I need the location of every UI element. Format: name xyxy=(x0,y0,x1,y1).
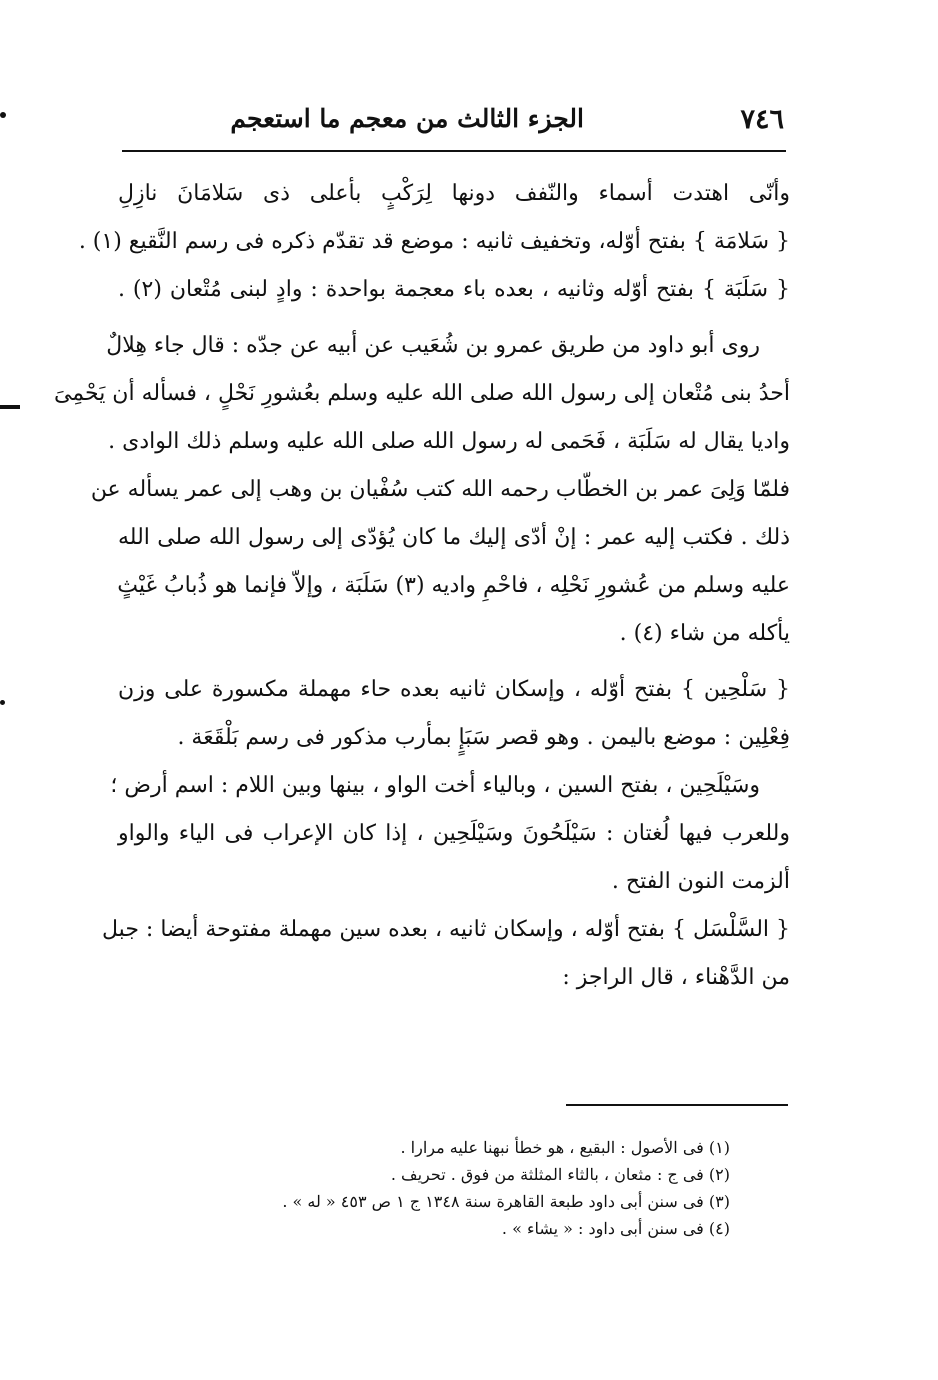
entry-salsal: { السَّلْسَل } بفتح أوّله ، وإسكان ثانيه ، بعده سين مهملة مفتوحة أيضا : جبل xyxy=(102,917,790,942)
paragraph-line: ذلك . فكتب إليه عمر : إنْ أدّى إليك ما كان يُؤدّى إلى رسول الله صلى الله xyxy=(118,525,790,550)
entry-salhin-cont: فِعْلِين : موضع باليمن . وهو قصر سَبَإٍ بمأرب مذكور فى رسم بَلْقَعَة . xyxy=(177,725,790,750)
footnote-3: (٣) فى سنن أبى داود طبعة القاهرة سنة ١٣٤٨ ج ١ ص ٤٥٣ « له » . xyxy=(282,1192,730,1211)
footnote-2: (٢) فى ج : مثعان ، بالثاء المثلثة من فوق . تحريف . xyxy=(390,1165,730,1184)
spacer xyxy=(118,314,790,322)
spacer xyxy=(118,658,790,666)
paragraph-line: وللعرب فيها لُغتان : سَيْلَحُونَ وسَيْلَحِين ، إذا كان الإعراب فى الياء والواو xyxy=(118,821,790,846)
entry-salaba: { سَلَبَة } بفتح أوّله وثانيه ، بعده باء معجمة بواحدة : وادٍ لبنى مُتْعان (٢) . xyxy=(118,277,790,302)
paragraph-line: روى أبو داود من طريق عمرو بن شُعَيب عن أبيه عن جدّه : قال جاء هِلالٌ xyxy=(106,333,760,358)
margin-mark xyxy=(0,405,20,409)
paragraph-line: عليه وسلم من عُشورِ نَحْلِه ، فاحْمِ واديه (٣) سَلَبَة ، وإلاّ فإنما هو ذُبابُ غَيْثٍ xyxy=(117,573,790,598)
margin-mark xyxy=(0,700,5,705)
entry-salama: { سَلامَة } بفتح أوّله، وتخفيف ثانيه : موضع قد تقدّم ذكره فى رسم النَّقيع (١) . xyxy=(78,229,790,254)
main-text xyxy=(53,170,790,1002)
paragraph-line: يأكله من شاء (٤) . xyxy=(619,621,790,646)
running-title: الجزء الثالث من معجم ما استعجم xyxy=(230,104,584,133)
paragraph-line: فلمّا وَلِىَ عمر بن الخطّاب رحمه الله كتب سُفْيان بن وهب إلى عمر يسأله عن xyxy=(90,477,790,502)
verse-line: وأنّى اهتدت أسماء والنّفف دونها لِرَكْبٍ بأعلى ذى سَلامَانَ نازِلِ xyxy=(118,181,790,206)
entry-salhin: { سَلْحِين } بفتح أوّله ، وإسكان ثانيه بعده حاء مهملة مكسورة على وزن xyxy=(118,677,790,702)
footnotes xyxy=(160,1134,730,1242)
paragraph-line: ألزمت النون الفتح . xyxy=(611,869,790,894)
header-rule xyxy=(122,150,786,152)
entry-salsal-cont: من الدَّهْناء ، قال الراجز : xyxy=(562,965,790,990)
page-number: ٧٤٦ xyxy=(740,104,784,135)
margin-mark xyxy=(0,112,6,118)
footnote-4: (٤) فى سنن أبى داود : « يشاء » . xyxy=(501,1219,730,1238)
footnote-rule xyxy=(566,1104,788,1106)
paragraph-line: أحدُ بنى مُتْعان إلى رسول الله صلى الله عليه وسلم بعُشورِ نَحْلٍ ، فسأله أن يَحْمِىَ xyxy=(53,381,790,406)
footnote-1: (١) فى الأصول : البقيع ، هو خطأ نبهنا عليه مرارا . xyxy=(400,1138,730,1157)
paragraph-line: وسَيْلَحِين ، بفتح السين ، وبالياء أخت الواو ، بينها وبين اللام : اسم أرض ؛ xyxy=(110,773,760,798)
paragraph-line: واديا يقال له سَلَبَة ، فَحَمى له رسول الله صلى الله عليه وسلم ذلك الوادى . xyxy=(108,429,790,454)
page-header xyxy=(124,100,784,146)
